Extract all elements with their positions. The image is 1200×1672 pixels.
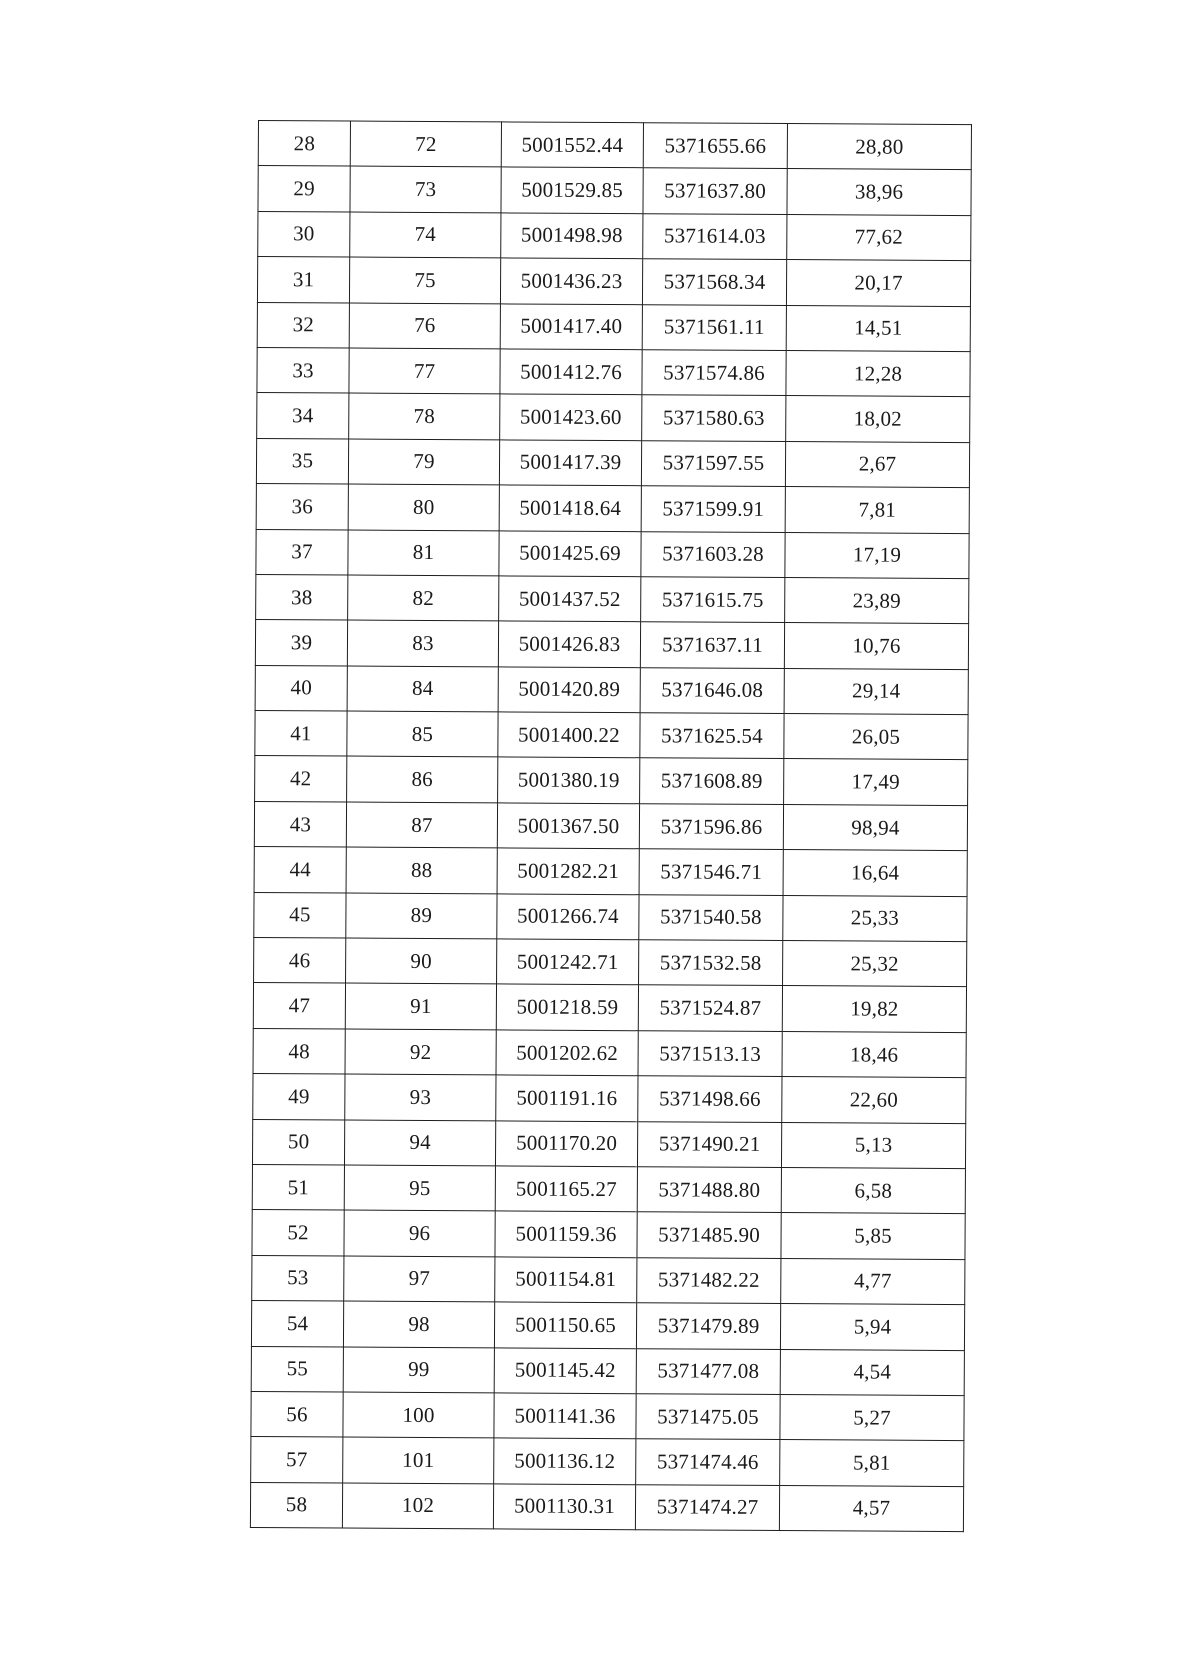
y-coordinate-cell: 5371532.58 [639,940,783,986]
x-coordinate-cell: 5001436.23 [500,258,642,304]
point-number-cell: 77 [349,348,500,394]
y-coordinate-cell: 5371580.63 [642,395,786,441]
distance-cell: 17,19 [785,532,969,578]
row-number-cell: 45 [254,892,346,938]
table-row [253,1028,966,1077]
distance-cell: 18,46 [782,1031,966,1077]
distance-cell: 10,76 [784,623,968,669]
coordinates-table-body [250,121,971,1532]
x-coordinate-cell: 5001165.27 [495,1166,637,1212]
point-number-cell: 72 [350,121,501,167]
point-number-cell: 102 [342,1483,493,1529]
point-number-cell: 91 [345,983,496,1029]
x-coordinate-cell: 5001159.36 [495,1211,637,1257]
row-number-cell: 56 [251,1391,343,1437]
x-coordinate-cell: 5001150.65 [494,1302,636,1348]
row-number-cell: 55 [251,1346,343,1392]
y-coordinate-cell: 5371561.11 [642,304,786,350]
x-coordinate-cell: 5001170.20 [495,1120,637,1166]
row-number-cell: 41 [255,711,347,757]
row-number-cell: 31 [257,257,349,303]
point-number-cell: 93 [345,1074,496,1120]
table-row [257,347,970,396]
table-row [254,938,967,987]
table-row [251,1301,964,1350]
distance-cell: 28,80 [787,124,971,170]
point-number-cell: 82 [348,575,499,621]
y-coordinate-cell: 5371568.34 [642,259,786,305]
x-coordinate-cell: 5001218.59 [496,984,638,1030]
y-coordinate-cell: 5371603.28 [641,531,785,577]
row-number-cell: 28 [258,121,350,167]
table-row [251,1346,964,1395]
x-coordinate-cell: 5001498.98 [501,213,643,259]
table-row [257,393,970,442]
x-coordinate-cell: 5001552.44 [501,122,643,168]
distance-cell: 17,49 [784,759,968,805]
point-number-cell: 81 [348,530,499,576]
table-row [251,1437,964,1486]
x-coordinate-cell: 5001191.16 [496,1075,638,1121]
table-row [253,1074,966,1123]
table-row [253,983,966,1032]
row-number-cell: 36 [256,484,348,530]
y-coordinate-cell: 5371479.89 [636,1303,780,1349]
distance-cell: 4,77 [781,1258,965,1304]
distance-cell: 7,81 [785,487,969,533]
distance-cell: 12,28 [786,350,970,396]
point-number-cell: 92 [345,1029,496,1075]
y-coordinate-cell: 5371524.87 [638,985,782,1031]
distance-cell: 5,81 [780,1440,964,1486]
distance-cell: 26,05 [784,714,968,760]
y-coordinate-cell: 5371482.22 [637,1257,781,1303]
x-coordinate-cell: 5001417.40 [500,303,642,349]
x-coordinate-cell: 5001425.69 [499,530,641,576]
row-number-cell: 48 [253,1028,345,1074]
y-coordinate-cell: 5371637.80 [643,168,787,214]
distance-cell: 5,94 [780,1304,964,1350]
x-coordinate-cell: 5001437.52 [499,576,641,622]
point-number-cell: 99 [343,1347,494,1393]
y-coordinate-cell: 5371625.54 [640,713,784,759]
row-number-cell: 35 [256,438,348,484]
point-number-cell: 88 [346,847,497,893]
x-coordinate-cell: 5001136.12 [494,1438,636,1484]
point-number-cell: 89 [346,893,497,939]
y-coordinate-cell: 5371546.71 [639,849,783,895]
table-row [255,756,968,805]
x-coordinate-cell: 5001242.71 [497,939,639,985]
x-coordinate-cell: 5001141.36 [494,1393,636,1439]
row-number-cell: 32 [257,302,349,348]
table-row [258,211,971,260]
distance-cell: 4,54 [780,1349,964,1395]
table-row [257,302,970,351]
point-number-cell: 79 [348,439,499,485]
x-coordinate-cell: 5001412.76 [500,349,642,395]
x-coordinate-cell: 5001423.60 [500,394,642,440]
x-coordinate-cell: 5001367.50 [497,803,639,849]
distance-cell: 29,14 [784,668,968,714]
distance-cell: 25,32 [783,941,967,987]
row-number-cell: 46 [254,938,346,984]
row-number-cell: 39 [255,620,347,666]
table-row [254,892,967,941]
point-number-cell: 94 [344,1120,495,1166]
point-number-cell: 86 [347,756,498,802]
table-row [252,1164,965,1213]
row-number-cell: 58 [250,1482,342,1528]
table-row [257,257,970,306]
distance-cell: 5,27 [780,1394,964,1440]
point-number-cell: 101 [343,1437,494,1483]
y-coordinate-cell: 5371596.86 [639,804,783,850]
point-number-cell: 84 [347,666,498,712]
table-row [254,847,967,896]
table-row [256,484,969,533]
table-row [252,1210,965,1259]
y-coordinate-cell: 5371599.91 [641,486,785,532]
row-number-cell: 49 [253,1074,345,1120]
x-coordinate-cell: 5001420.89 [498,667,640,713]
point-number-cell: 75 [349,257,500,303]
point-number-cell: 96 [344,1210,495,1256]
row-number-cell: 43 [254,801,346,847]
x-coordinate-cell: 5001202.62 [496,1030,638,1076]
x-coordinate-cell: 5001154.81 [495,1257,637,1303]
row-number-cell: 37 [256,529,348,575]
row-number-cell: 47 [253,983,345,1029]
distance-cell: 19,82 [782,986,966,1032]
x-coordinate-cell: 5001145.42 [494,1347,636,1393]
y-coordinate-cell: 5371597.55 [641,440,785,486]
x-coordinate-cell: 5001130.31 [493,1484,635,1530]
y-coordinate-cell: 5371474.46 [636,1439,780,1485]
point-number-cell: 98 [343,1301,494,1347]
point-number-cell: 80 [348,484,499,530]
distance-cell: 77,62 [787,214,971,260]
row-number-cell: 34 [257,393,349,439]
point-number-cell: 95 [344,1165,495,1211]
x-coordinate-cell: 5001417.39 [499,440,641,486]
table-row [251,1391,964,1440]
coordinates-table [250,120,972,1532]
table-row [255,711,968,760]
distance-cell: 38,96 [787,169,971,215]
y-coordinate-cell: 5371474.27 [635,1484,779,1530]
point-number-cell: 85 [347,711,498,757]
table-row [256,574,969,623]
distance-cell: 14,51 [786,305,970,351]
y-coordinate-cell: 5371614.03 [643,214,787,260]
y-coordinate-cell: 5371655.66 [643,123,787,169]
row-number-cell: 30 [258,211,350,257]
point-number-cell: 76 [349,303,500,349]
table-row [252,1119,965,1168]
row-number-cell: 54 [251,1301,343,1347]
row-number-cell: 33 [257,347,349,393]
point-number-cell: 100 [343,1392,494,1438]
table-row [256,529,969,578]
point-number-cell: 73 [350,166,501,212]
row-number-cell: 40 [255,665,347,711]
y-coordinate-cell: 5371488.80 [637,1167,781,1213]
row-number-cell: 57 [251,1437,343,1483]
table-row [254,801,967,850]
y-coordinate-cell: 5371574.86 [642,350,786,396]
distance-cell: 5,85 [781,1213,965,1259]
distance-cell: 2,67 [785,441,969,487]
point-number-cell: 74 [350,212,501,258]
y-coordinate-cell: 5371513.13 [638,1031,782,1077]
x-coordinate-cell: 5001400.22 [498,712,640,758]
row-number-cell: 52 [252,1210,344,1256]
x-coordinate-cell: 5001426.83 [498,621,640,667]
table-row [256,438,969,487]
row-number-cell: 53 [252,1255,344,1301]
point-number-cell: 90 [346,938,497,984]
y-coordinate-cell: 5371477.08 [636,1348,780,1394]
y-coordinate-cell: 5371498.66 [638,1076,782,1122]
table-row [255,665,968,714]
table-row [252,1255,965,1304]
distance-cell: 25,33 [783,895,967,941]
y-coordinate-cell: 5371540.58 [639,894,783,940]
point-number-cell: 97 [344,1256,495,1302]
y-coordinate-cell: 5371646.08 [640,667,784,713]
distance-cell: 4,57 [779,1485,963,1531]
y-coordinate-cell: 5371637.11 [640,622,784,668]
y-coordinate-cell: 5371615.75 [641,577,785,623]
y-coordinate-cell: 5371490.21 [637,1121,781,1167]
y-coordinate-cell: 5371475.05 [636,1394,780,1440]
distance-cell: 6,58 [781,1168,965,1214]
distance-cell: 5,13 [781,1122,965,1168]
distance-cell: 18,02 [786,396,970,442]
table-row [258,121,971,170]
y-coordinate-cell: 5371485.90 [637,1212,781,1258]
y-coordinate-cell: 5371608.89 [640,758,784,804]
row-number-cell: 50 [252,1119,344,1165]
x-coordinate-cell: 5001418.64 [499,485,641,531]
row-number-cell: 44 [254,847,346,893]
distance-cell: 22,60 [782,1077,966,1123]
x-coordinate-cell: 5001529.85 [501,167,643,213]
row-number-cell: 51 [252,1164,344,1210]
table-row [250,1482,963,1531]
row-number-cell: 38 [256,574,348,620]
row-number-cell: 29 [258,166,350,212]
point-number-cell: 87 [346,802,497,848]
point-number-cell: 83 [347,620,498,666]
distance-cell: 20,17 [786,260,970,306]
distance-cell: 16,64 [783,850,967,896]
point-number-cell: 78 [349,393,500,439]
table-row [255,620,968,669]
distance-cell: 98,94 [783,804,967,850]
x-coordinate-cell: 5001380.19 [498,757,640,803]
table-row [258,166,971,215]
x-coordinate-cell: 5001282.21 [497,848,639,894]
row-number-cell: 42 [255,756,347,802]
distance-cell: 23,89 [785,577,969,623]
x-coordinate-cell: 5001266.74 [497,894,639,940]
